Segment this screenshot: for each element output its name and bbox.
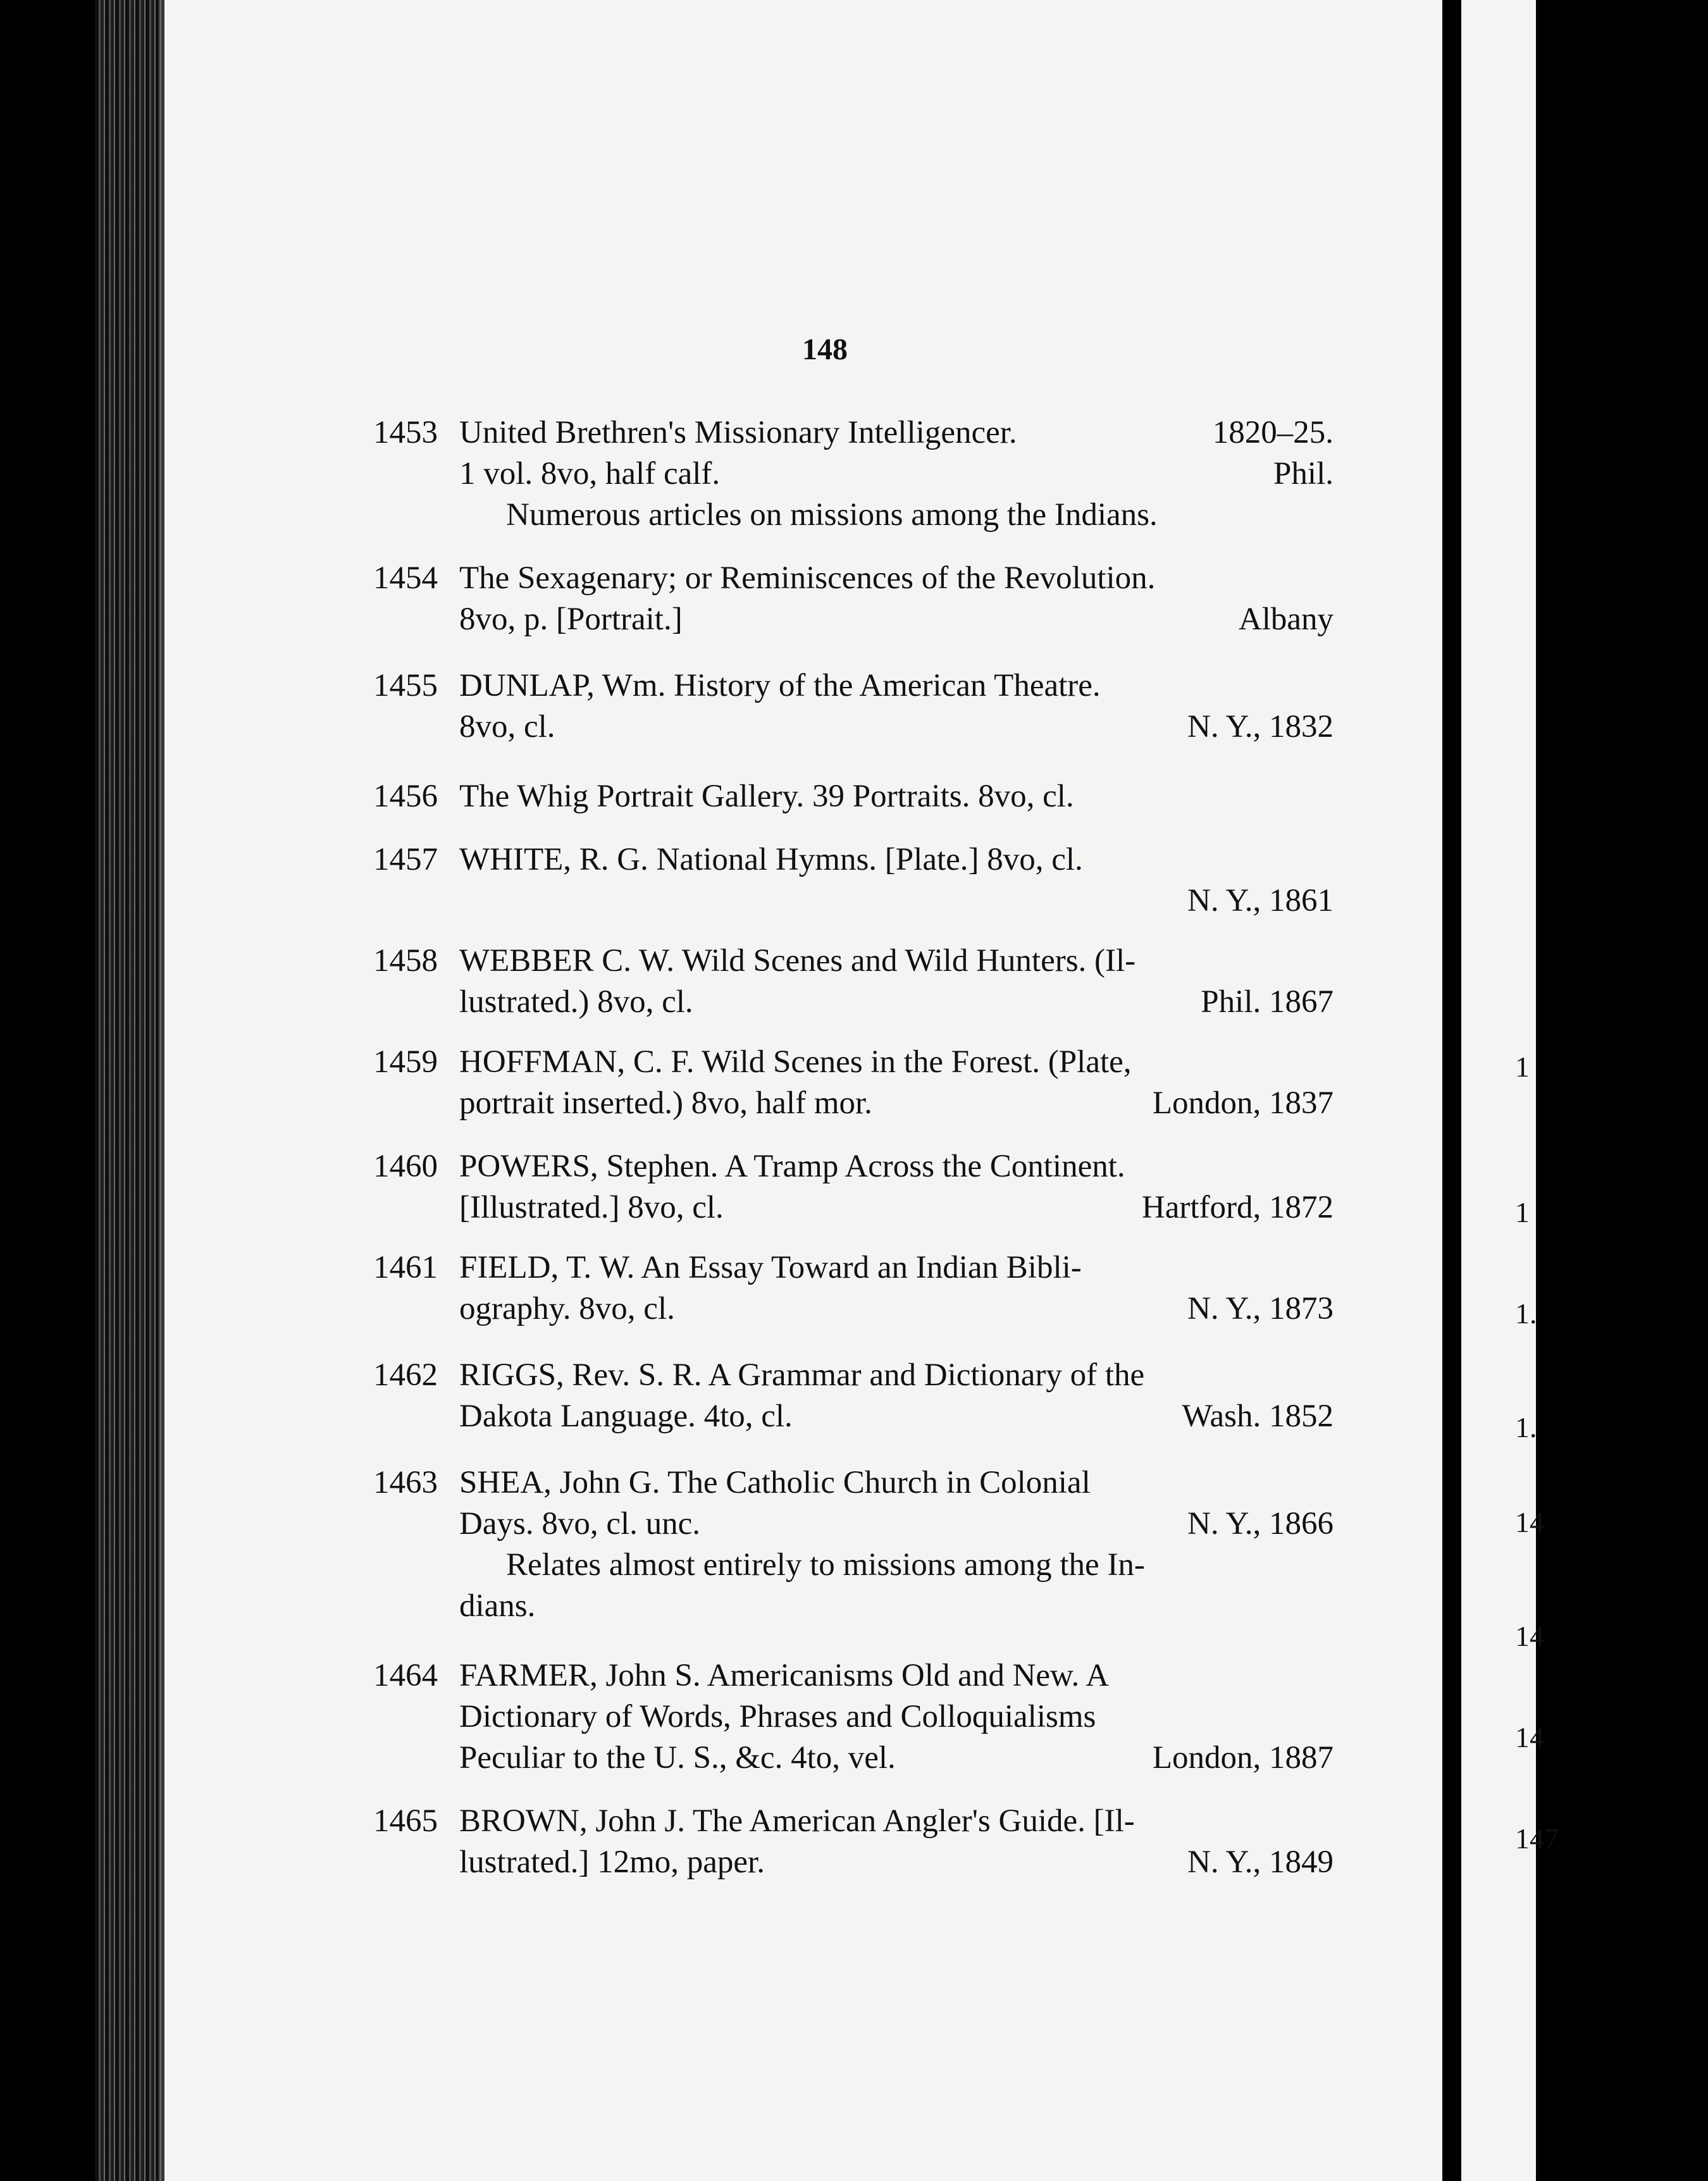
entry-number: 1462 bbox=[373, 1357, 438, 1393]
entry-text: 8vo, cl. bbox=[459, 709, 555, 745]
entry-line bbox=[459, 942, 1661, 979]
entry-text: WEBBER C. W. Wild Scenes and Wild Hunters. (Il- bbox=[459, 943, 1136, 979]
entry-line bbox=[459, 1398, 1661, 1435]
entry-number: 1454 bbox=[373, 560, 438, 596]
entry-text: lustrated.) 8vo, cl. bbox=[459, 984, 693, 1020]
entry-text: Dictionary of Words, Phrases and Colloquialisms bbox=[459, 1699, 1096, 1734]
entry-text: Days. 8vo, cl. unc. bbox=[459, 1506, 701, 1542]
entry-text: BROWN, John J. The American Angler's Guide. [Il- bbox=[459, 1803, 1135, 1839]
entry-number: 1465 bbox=[373, 1803, 438, 1839]
entry-text: 1 vol. 8vo, half calf. bbox=[459, 456, 721, 491]
entry-text: FARMER, John S. Americanisms Old and New. A bbox=[459, 1658, 1110, 1693]
entry-line bbox=[459, 667, 1661, 704]
book-gutter bbox=[95, 0, 164, 2181]
entry-text: ography. 8vo, cl. bbox=[459, 1291, 675, 1326]
entry-imprint: Hartford, 1872 bbox=[1141, 1190, 1334, 1225]
entry-line bbox=[459, 560, 1661, 596]
entry-number: 1456 bbox=[373, 779, 438, 814]
entry-text: lustrated.] 12mo, paper. bbox=[459, 1844, 765, 1880]
entry-line bbox=[459, 882, 1661, 919]
adjacent-entry-number: 1. bbox=[1515, 1297, 1537, 1330]
entry-imprint: N. Y., 1849 bbox=[1187, 1844, 1334, 1880]
entry-text: portrait inserted.) 8vo, half mor. bbox=[459, 1085, 872, 1121]
entry-imprint: N. Y., 1866 bbox=[1187, 1506, 1334, 1542]
adjacent-entry-number: 147 bbox=[1515, 1822, 1559, 1855]
entry-line bbox=[459, 1357, 1661, 1393]
entry-imprint: Phil. 1867 bbox=[1201, 984, 1334, 1020]
entry-number: 1458 bbox=[373, 943, 438, 979]
entry-text: POWERS, Stephen. A Tramp Across the Continent. bbox=[459, 1149, 1125, 1184]
adjacent-entry-number: 14 bbox=[1515, 1506, 1544, 1538]
entry-number: 1461 bbox=[373, 1250, 438, 1285]
entry-line bbox=[459, 414, 1661, 451]
entry-line bbox=[459, 778, 1661, 815]
entry-line bbox=[459, 708, 1661, 745]
entry-line bbox=[459, 1290, 1661, 1327]
entry-text: Relates almost entirely to missions among the In- bbox=[506, 1547, 1145, 1583]
entry-text: DUNLAP, Wm. History of the American Theatre. bbox=[459, 668, 1101, 703]
entry-text: The Whig Portrait Gallery. 39 Portraits. 8vo, cl. bbox=[459, 779, 1074, 814]
entry-imprint: Albany bbox=[1238, 602, 1334, 637]
entry-line bbox=[459, 1505, 1661, 1542]
entry-imprint: London, 1837 bbox=[1152, 1085, 1334, 1121]
entry-line bbox=[459, 1803, 1661, 1839]
entry-number: 1460 bbox=[373, 1149, 438, 1184]
entry-imprint: 1820–25. bbox=[1212, 415, 1334, 450]
entry-text: Numerous articles on missions among the Indians. bbox=[506, 497, 1158, 533]
page-number: 148 bbox=[802, 333, 848, 366]
entry-line bbox=[506, 497, 1708, 533]
entry-line bbox=[459, 1249, 1661, 1286]
entry-line bbox=[506, 1547, 1708, 1583]
adjacent-entry-number: 1. bbox=[1515, 1411, 1537, 1443]
entry-line bbox=[459, 1148, 1661, 1185]
entry-text: FIELD, T. W. An Essay Toward an Indian Bibli- bbox=[459, 1250, 1082, 1285]
entry-number: 1459 bbox=[373, 1044, 438, 1080]
entry-line bbox=[459, 1588, 1661, 1624]
entry-text: Dakota Language. 4to, cl. bbox=[459, 1399, 793, 1434]
entry-number: 1457 bbox=[373, 842, 438, 877]
adjacent-entry-number: 1 bbox=[1515, 1051, 1530, 1083]
entry-text: RIGGS, Rev. S. R. A Grammar and Dictionary of the bbox=[459, 1357, 1145, 1393]
entry-line bbox=[459, 1698, 1661, 1735]
entry-line bbox=[459, 984, 1661, 1020]
entry-text: SHEA, John G. The Catholic Church in Colonial bbox=[459, 1465, 1091, 1500]
entry-imprint: N. Y., 1861 bbox=[1187, 883, 1334, 918]
entry-text: [Illustrated.] 8vo, cl. bbox=[459, 1190, 724, 1225]
entry-line bbox=[459, 601, 1661, 638]
entry-line bbox=[459, 455, 1661, 492]
entry-line bbox=[459, 1464, 1661, 1501]
adjacent-entry-number: 1 bbox=[1515, 1196, 1530, 1228]
entry-line bbox=[459, 1044, 1661, 1080]
entry-number: 1455 bbox=[373, 668, 438, 703]
entry-number: 1453 bbox=[373, 415, 438, 450]
entry-line bbox=[459, 1739, 1661, 1776]
entry-text: dians. bbox=[459, 1588, 536, 1624]
entry-text: WHITE, R. G. National Hymns. [Plate.] 8vo, cl. bbox=[459, 842, 1083, 877]
entry-line bbox=[459, 841, 1661, 878]
entry-line bbox=[459, 1085, 1661, 1121]
entry-line bbox=[459, 1844, 1661, 1881]
entry-imprint: Wash. 1852 bbox=[1182, 1399, 1334, 1434]
entry-line bbox=[459, 1189, 1661, 1226]
entry-number: 1464 bbox=[373, 1658, 438, 1693]
entry-line bbox=[459, 1657, 1661, 1694]
adjacent-entry-number: 14 bbox=[1515, 1721, 1544, 1753]
entry-number: 1463 bbox=[373, 1465, 438, 1500]
adjacent-entry-number: 14 bbox=[1515, 1620, 1544, 1652]
entry-text: HOFFMAN, C. F. Wild Scenes in the Forest. (Plate, bbox=[459, 1044, 1132, 1080]
entry-imprint: London, 1887 bbox=[1152, 1740, 1334, 1776]
entry-text: The Sexagenary; or Reminiscences of the Revolution. bbox=[459, 560, 1156, 596]
entry-imprint: N. Y., 1832 bbox=[1187, 709, 1334, 745]
entry-text: Peculiar to the U. S., &c. 4to, vel. bbox=[459, 1740, 896, 1776]
entry-text: United Brethren's Missionary Intelligencer. bbox=[459, 415, 1017, 450]
entry-imprint: Phil. bbox=[1273, 456, 1334, 491]
entry-text: 8vo, p. [Portrait.] bbox=[459, 602, 683, 637]
entry-imprint: N. Y., 1873 bbox=[1187, 1291, 1334, 1326]
